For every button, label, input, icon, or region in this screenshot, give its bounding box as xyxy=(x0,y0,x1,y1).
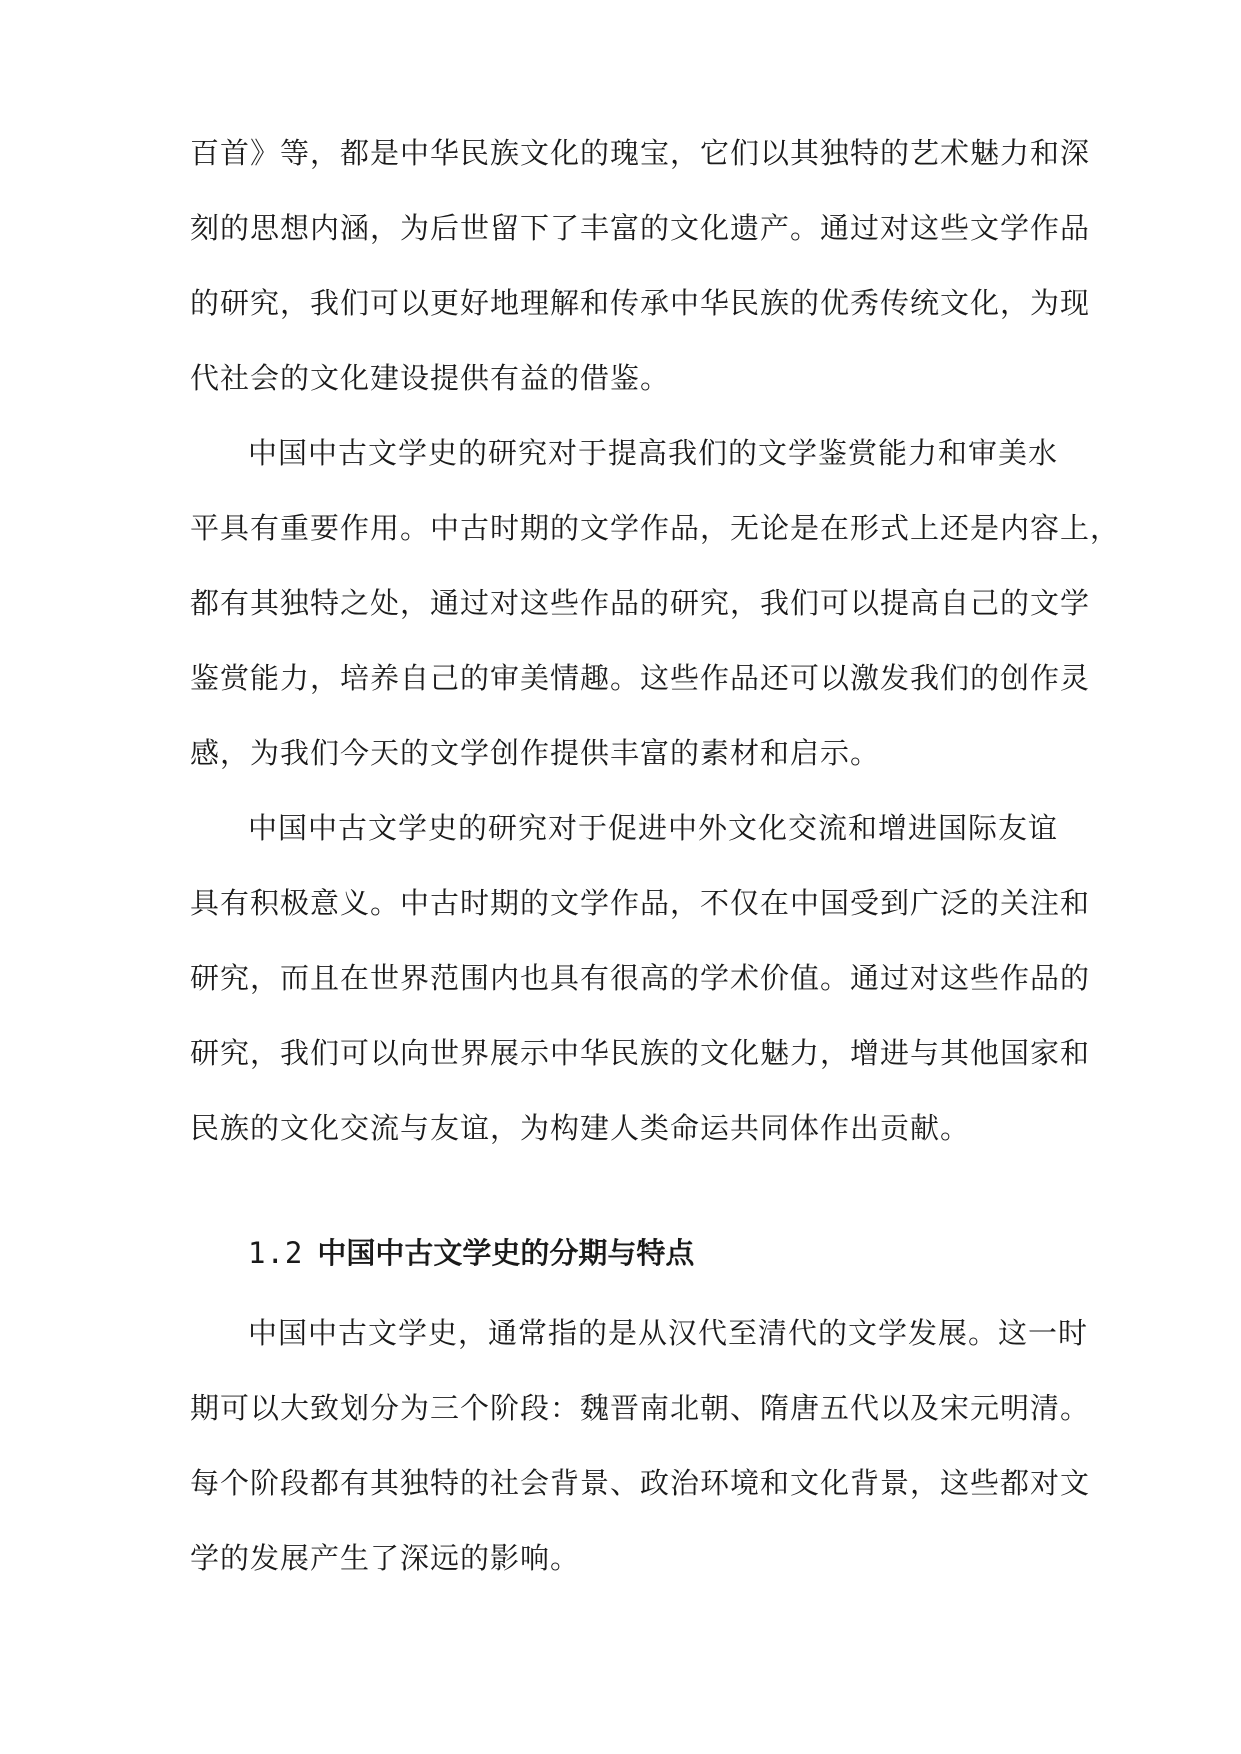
paragraph-2-line-3: 都有其独特之处，通过对这些作品的研究，我们可以提高自己的文学 xyxy=(190,586,1091,620)
paragraph-3-line-2: 具有积极意义。中古时期的文学作品，不仅在中国受到广泛的关注和 xyxy=(190,886,1091,920)
paragraph-1-line-4: 代社会的文化建设提供有益的借鉴。 xyxy=(190,361,671,395)
paragraph-3-line-5: 民族的文化交流与友谊，为构建人类命运共同体作出贡献。 xyxy=(190,1111,971,1145)
paragraph-1-line-3: 的研究，我们可以更好地理解和传承中华民族的优秀传统文化，为现 xyxy=(190,286,1091,320)
paragraph-3-line-4: 研究，我们可以向世界展示中华民族的文化魅力，增进与其他国家和 xyxy=(190,1036,1091,1070)
paragraph-3-line-3: 研究，而且在世界范围内也具有很高的学术价值。通过对这些作品的 xyxy=(190,961,1091,995)
paragraph-3-line-1: 中国中古文学史的研究对于促进中外文化交流和增进国际友谊 xyxy=(248,811,1059,845)
paragraph-2-line-5: 感，为我们今天的文学创作提供丰富的素材和启示。 xyxy=(190,736,881,770)
section-paragraph-line-3: 每个阶段都有其独特的社会背景、政治环境和文化背景，这些都对文 xyxy=(190,1466,1091,1500)
section-title: 中国中古文学史的分期与特点 xyxy=(317,1236,695,1270)
paragraph-2-line-2: 平具有重要作用。中古时期的文学作品，无论是在形式上还是内容上， xyxy=(190,511,1121,545)
section-paragraph-line-2: 期可以大致划分为三个阶段：魏晋南北朝、隋唐五代以及宋元明清。 xyxy=(190,1391,1091,1425)
section-number: 1.2 xyxy=(248,1236,304,1270)
section-heading xyxy=(248,1231,1068,1275)
paragraph-2-line-1: 中国中古文学史的研究对于提高我们的文学鉴赏能力和审美水 xyxy=(248,436,1059,470)
paragraph-2-line-4: 鉴赏能力，培养自己的审美情趣。这些作品还可以激发我们的创作灵 xyxy=(190,661,1091,695)
section-paragraph-line-1: 中国中古文学史，通常指的是从汉代至清代的文学发展。这一时 xyxy=(248,1316,1089,1350)
paragraph-1-line-2: 刻的思想内涵，为后世留下了丰富的文化遗产。通过对这些文学作品 xyxy=(190,211,1091,245)
paragraph-1-line-1: 百首》等，都是中华民族文化的瑰宝，它们以其独特的艺术魅力和深 xyxy=(190,136,1091,170)
section-paragraph-line-4: 学的发展产生了深远的影响。 xyxy=(190,1541,581,1575)
